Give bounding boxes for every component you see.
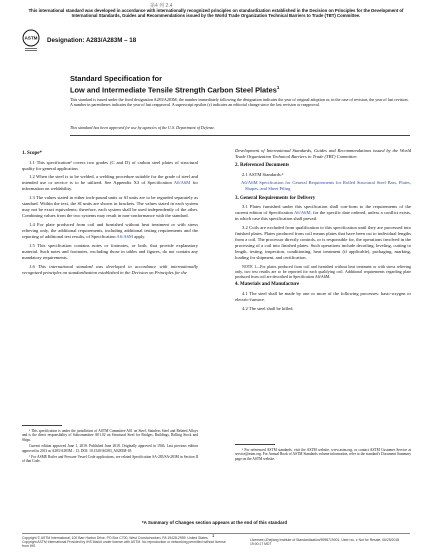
title-block	[70, 74, 279, 94]
watermark-text: 第4 列 2.4	[150, 3, 173, 9]
divider	[70, 135, 410, 136]
note-1: NOTE 1—For plates produced from coil and furnished without heat treatment or with stress relieving only, two test results are to be reported for each qualifying coil. Additional requirements regarding plate produced from coil are described in Specification A6/A6M.	[235, 264, 411, 280]
astm-logo-icon	[22, 29, 40, 53]
paragraph-3-1: 3.1 Plates furnished under this specification shall con-form to the requirements of the current edition of Specification A6/A6M, for the specific date ordered, unless a conflict exists, in which case this specification shall prevail.	[235, 204, 411, 222]
footnote-divider	[235, 444, 275, 445]
title-footnote-mark: 1	[276, 85, 280, 90]
footnotes-right	[235, 444, 411, 463]
left-column	[22, 148, 198, 278]
section-heading-delivery: 3. General Requirements for Delivery	[235, 195, 316, 201]
right-column	[235, 148, 411, 314]
summary-of-changes-note: *A Summary of Changes section appears at the end of this standard	[141, 520, 288, 525]
designation: Designation: A283/A283M – 18	[47, 37, 137, 44]
paragraph-1-6: 1.6 This international standard was developed in accordance with internationally recognized principles on standardization established in the Decision on Principles for the	[22, 263, 198, 275]
dod-note: This standard has been approved for use by agencies of the U.S. Department of Defense.	[70, 125, 216, 130]
paragraph-1-3: 1.3 The values stated in either inch-pound units or SI units are to be regarded separately as standard. Within the text, the SI units are shown in brackets. The values stated in each system may not be exact equivalents; therefore, each system shall be used independently of the other. Combining values from the two systems may result in non-conformance with the standard.	[22, 195, 198, 219]
page-number: 1	[212, 533, 215, 538]
paragraph-1-2: 1.2 When the steel is to be welded, a welding procedure suitable for the grade of steel and intended use or service is to be utilized. See Appendix X3 of Specification A6/A6M for information on weldability.	[22, 174, 198, 192]
section-heading-scope: 1. Scope*	[22, 151, 42, 156]
license-text: Licensee=Zhejiang Institute of Standardization/5998719001, User=xu, z Not for Resale, 06/29/2018 19:00:17 MDT	[250, 538, 400, 547]
paragraph-4-1: 4.1 The steel shall be made by one or more of the following processes: basic-oxygen or electric-furnace.	[235, 290, 411, 302]
footnotes-left	[22, 425, 198, 466]
paragraph-3-2: 3.2 Coils are excluded from qualification to this specification until they are processed into finished plates. Plates produced from coil means plates that have been cut to individual lengths from a coil. The processor directly controls, or is responsible for, the operations involved in the processing of a coil into finished plates. Such operations include decoiling, leveling, cutting to length, testing, inspection, conditioning, heat treatment (if applicable), packaging, marking, loading for shipment, and certification.	[235, 224, 411, 261]
tbt-banner: This international standard was developed in accordance with internationally recognized principles on standardization established in the Decision on Principles for the Development of International Standards, Guides and Recommendations issued by the World Trade Organization Technical Barriers to Trade (TBT) Committee.	[28, 8, 404, 19]
paragraph-1-6-continued: Development of International Standards, Guides and Recommendations issued by the World Trade Organization Technical Barriers to Trade (TBT) Committee.	[235, 148, 411, 160]
astm-logo-text: ASTM	[24, 35, 38, 41]
link-a6[interactable]: A6/A6M	[173, 180, 191, 186]
section-heading-materials: 4. Materials and Manufacture	[235, 282, 300, 288]
title-line-1: Standard Specification for	[70, 74, 162, 83]
paragraph-1-1: 1.1 This specification² covers two grades (C and D) of carbon steel plates of structural quality for general application.	[22, 159, 198, 171]
paragraph-2-1: 2.1 ASTM Standards:³	[242, 171, 284, 177]
link-a6[interactable]: A6/A6M	[116, 234, 134, 240]
footnote-3: ³ For referenced ASTM standards, visit the ASTM website, www.astm.org, or contact ASTM Customer Service at service@astm.org. For Annual Book of ASTM Standards volume information, refer to the standard's Document Summary page on the ASTM website.	[235, 448, 411, 461]
paragraph-4-2: 4.2 The steel shall be killed.	[242, 305, 294, 311]
footnote-1: ¹ This specification is under the jurisdiction of ASTM Committee A01 on Steel, Stainless Steel and Related Alloys and is the direct responsibility of Subcommittee A01.02 on Structural Steel for Bridges, Buildings, Rolling Stock and Ships.	[22, 429, 198, 442]
paragraph-1-4: 1.4 For plate produced from coil and furnished without heat treatment or with stress relieving only, the additional requirements, including additional testing requirements and the reporting of additional test results, of Specification A6/A6M apply.	[22, 221, 198, 240]
footnote-1-edition: Current edition approved June 1, 2018. Published June 2018. Originally approved in 1946. Last previous edition approved in 2013 as A283/A283M – 13. DOI: 10.1520/A0283_A0283M-18.	[22, 444, 198, 453]
section-heading-referenced-documents: 2. Referenced Documents	[235, 163, 290, 169]
link-a6-specification[interactable]: A6/A6M Specification for General Requirements for Rolled Structural Steel Bars, Plates, Shapes, and Sheet Piling	[241, 180, 411, 192]
standard-note: This standard is issued under the fixed designation A283/A283M; the number immediately following the designation indicates the year of original adoption or, in the case of revision, the year of last revision. A number in parentheses indicates the year of last reapproval. A superscript epsilon (ε) indicates an editorial change since the last revision or reapproval.	[70, 97, 409, 108]
paragraph-1-5: 1.5 This specification contains notes or footnotes, or both, that provide explanatory material. Such notes and footnotes, excluding those in tables and figures, do not contain any mandatory requirements.	[22, 242, 198, 260]
footnote-2: ² For ASME Boiler and Pressure Vessel Code applications, see related Specification SA-283/SA-283M in Section II of that Code.	[22, 455, 198, 464]
copyright-text: Copyright © ASTM International, 100 Barr Harbor Drive, PO Box C700, West Conshohocken, PA 19428-2959. United States	[22, 536, 208, 540]
footnote-divider	[22, 425, 62, 426]
link-a6[interactable]: A6/A6M	[293, 210, 311, 216]
title-line-2	[70, 83, 279, 94]
title-main: Low and Intermediate Tensile Strength Carbon Steel Plates	[70, 85, 277, 95]
no-reproduction-text: Copyright ASTM International Provided by IHS Markit under license with ASTM. No reproduction or networking permitted without license from IHS	[22, 540, 226, 549]
